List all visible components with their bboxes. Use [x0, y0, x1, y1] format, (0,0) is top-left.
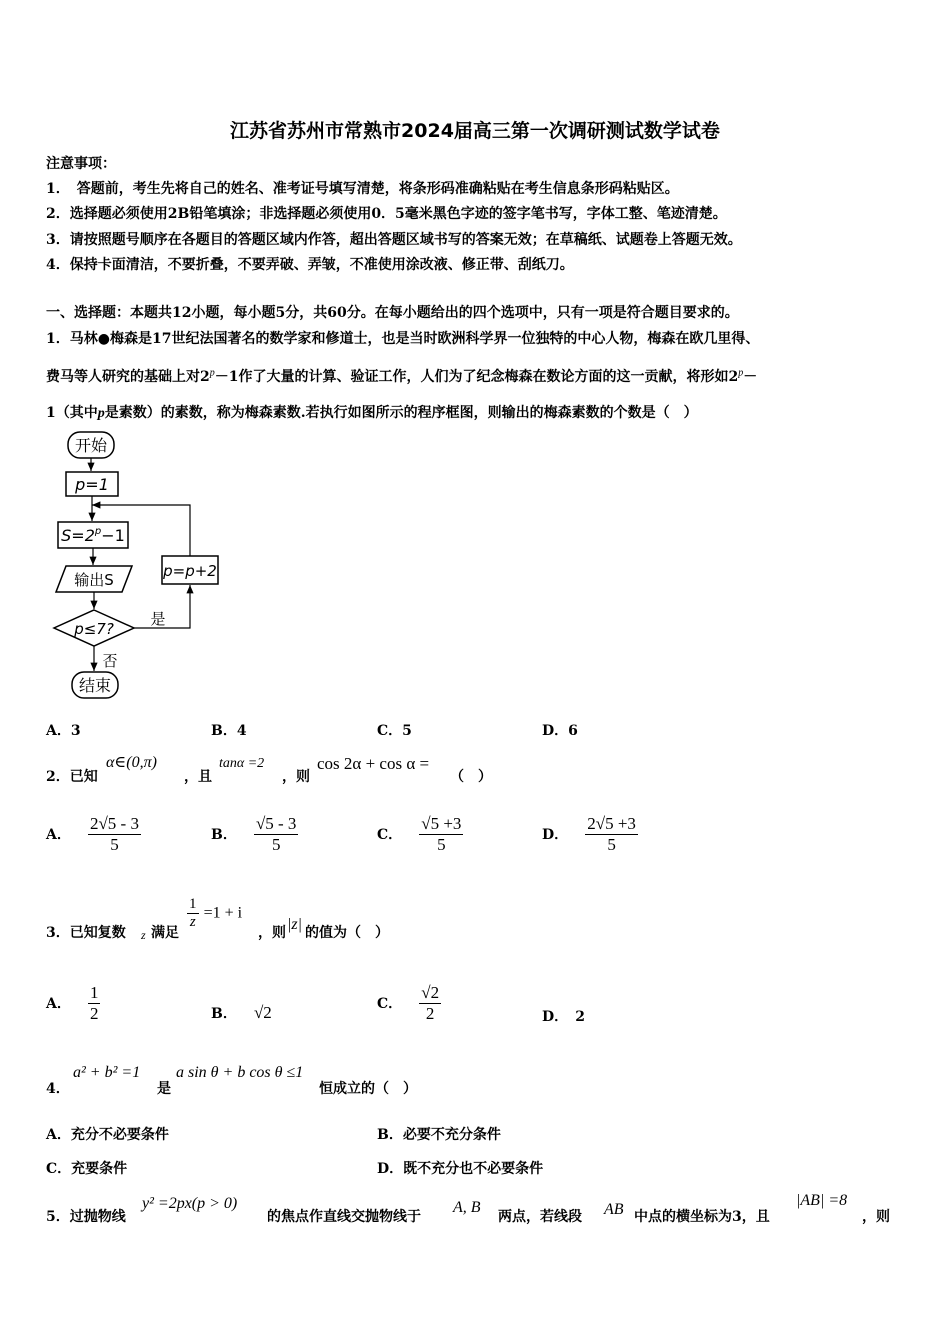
q2-option-letter: B． — [211, 827, 237, 843]
flow-assign-post: −1 — [101, 526, 125, 545]
q3-option-fraction — [419, 983, 441, 1024]
q3-option-value: 2 — [575, 1009, 585, 1025]
q2-option-letter: A． — [46, 827, 71, 843]
q5-seg: AB — [604, 1201, 624, 1218]
q1-line3 — [46, 402, 698, 422]
q4-cond1: a² + b² =1 — [73, 1064, 141, 1081]
q2-cond1: α∈(0,π) — [106, 754, 157, 771]
fraction-numerator: 2√5 - 3 — [89, 814, 139, 833]
q3-option-a[interactable] — [46, 983, 100, 1024]
q1-line3a: 1（其中 — [46, 405, 98, 421]
q1-line1: 1．马林●梅森是17世纪法国著名的数学家和修道士，也是当时欧洲科学界一位独特的中心人物，梅森在欧几里得、 — [46, 331, 760, 347]
page-title: 江苏省苏州市常熟市2024届高三第一次调研测试数学试卷 — [230, 120, 720, 142]
q4-option-b[interactable]: B．必要不充分条件 — [377, 1127, 501, 1143]
q3-rhs: =1 + i — [203, 904, 243, 922]
q2-mid2: ，则 — [282, 769, 310, 785]
q4-suffix: 恒成立的（ ） — [319, 1081, 417, 1097]
q1-sup-p: p — [738, 367, 744, 379]
q3-option-b[interactable] — [211, 1003, 272, 1023]
q3-option-letter: A． — [46, 996, 71, 1012]
q1-option-c[interactable]: C．5 — [377, 723, 412, 739]
flow-assign-sup: p — [94, 526, 102, 537]
q1-line2c: － — [743, 369, 758, 385]
flow-yes-label: 是 — [150, 610, 166, 628]
q1-sup-p: p — [209, 367, 215, 379]
q3-option-letter: B． — [211, 1006, 237, 1022]
q3-option-letter: C． — [377, 996, 403, 1012]
flowchart — [48, 428, 238, 703]
fraction-numerator: √2 — [421, 983, 440, 1002]
q2-prefix: 2．已知 — [46, 769, 98, 785]
q5-suffix: ，则 — [862, 1209, 890, 1225]
flow-no-label: 否 — [102, 652, 118, 670]
q2-mid1: ，且 — [184, 769, 212, 785]
q5-mid3: 中点的横坐标为3，且 — [634, 1209, 770, 1225]
q5-mid1: 的焦点作直线交抛物线于 — [267, 1209, 421, 1225]
fraction-numerator: 1 — [189, 896, 197, 912]
q2-option-d[interactable] — [542, 814, 638, 855]
fraction-numerator: √5 +3 — [421, 814, 462, 833]
q2-expr: cos 2α + cos α = — [317, 754, 430, 773]
flow-increment-label: p=p+2 — [163, 562, 217, 580]
notice-item: 1． 答题前，考生先将自己的姓名、准考证号填写清楚，将条形码准确粘贴在考生信息条形码粘贴区。 — [46, 181, 679, 197]
q5-prefix: 5．过抛物线 — [46, 1209, 126, 1225]
q5-curve: y² =2px(p > 0) — [142, 1195, 238, 1212]
notice-heading: 注意事项： — [46, 156, 116, 172]
fraction-denominator: z — [189, 914, 196, 930]
q1-option-d[interactable]: D．6 — [542, 723, 578, 739]
flow-output-label: 输出S — [74, 571, 114, 589]
fraction-denominator: 5 — [437, 835, 446, 854]
q4-option-a[interactable]: A．充分不必要条件 — [46, 1127, 169, 1143]
fraction-denominator: 5 — [607, 835, 616, 854]
q3-mid2: ，则 — [258, 925, 286, 941]
q4-option-d[interactable]: D．既不充分也不必要条件 — [377, 1161, 544, 1177]
q4-prefix: 4． — [46, 1081, 70, 1097]
q4-option-c[interactable]: C．充要条件 — [46, 1161, 128, 1177]
q5-len: |AB| =8 — [796, 1192, 848, 1209]
q3-option-d[interactable] — [542, 1006, 585, 1026]
notice-item: 3．请按照题号顺序在各题目的答题区域内作答，超出答题区域书写的答案无效；在草稿纸、试题卷上答题无效。 — [46, 232, 742, 248]
fraction-denominator: 2 — [89, 1004, 99, 1023]
q2-option-fraction — [254, 814, 299, 855]
q2-cond2: tanα =2 — [219, 756, 265, 771]
q3-option-value: √2 — [253, 1003, 272, 1022]
q5-mid2: 两点，若线段 — [498, 1209, 582, 1225]
flow-init-label: p=1 — [75, 475, 109, 494]
q2-option-fraction — [585, 814, 638, 855]
q3-equation — [187, 896, 242, 931]
fraction-denominator: 2 — [425, 1004, 435, 1023]
q2-option-c[interactable] — [377, 814, 463, 855]
q3-option-fraction — [88, 983, 101, 1024]
fraction-denominator: 5 — [271, 835, 281, 854]
flow-end-label: 结束 — [78, 676, 112, 695]
flow-condition-label: p≤7? — [74, 620, 114, 638]
q2-option-b[interactable] — [211, 814, 298, 855]
q3-mid1: 满足 — [151, 925, 179, 941]
q2-option-letter: C． — [377, 827, 403, 843]
notice-item: 4．保持卡面清洁，不要折叠，不要弄破、弄皱，不准使用涂改液、修正带、刮纸刀。 — [46, 257, 574, 273]
flow-assign-pre: S=2 — [61, 526, 95, 545]
fraction-denominator: 5 — [110, 835, 119, 854]
q1-line3b: 是素数）的素数，称为梅森素数.若执行如图所示的程序框图，则输出的梅森素数的个数是（ ） — [104, 405, 698, 421]
q3-abs: |z| — [287, 916, 303, 933]
q1-line2 — [46, 366, 757, 386]
q1-p-var: p — [97, 406, 105, 421]
section-heading: 一、选择题：本题共12小题，每小题5分，共60分。在每小题给出的四个选项中，只有一项是符合题目要求的。 — [46, 305, 739, 321]
q1-line2a: 费马等人研究的基础上对2 — [46, 369, 210, 385]
q1-line2b: －1作了大量的计算、验证工作，人们为了纪念梅森在数论方面的这一贡献，将形如2 — [214, 369, 739, 385]
fraction-numerator: 2√5 +3 — [587, 814, 636, 833]
q5-points: A, B — [453, 1199, 481, 1216]
flow-assign-label — [61, 526, 125, 545]
q2-option-fraction — [419, 814, 463, 855]
q2-option-fraction — [88, 814, 141, 855]
q4-mid: 是 — [157, 1081, 171, 1097]
fraction-numerator: 1 — [89, 983, 99, 1002]
q3-fraction — [187, 896, 199, 931]
flow-start-label: 开始 — [74, 436, 108, 455]
notice-item: 2．选择题必须使用2B铅笔填涂；非选择题必须使用0．5毫米黑色字迹的签字笔书写，字体工整、笔迹清楚。 — [46, 206, 727, 222]
q2-option-a[interactable] — [46, 814, 141, 855]
q3-option-c[interactable] — [377, 983, 441, 1024]
fraction-numerator: √5 - 3 — [255, 814, 297, 833]
q2-suffix: （ ） — [450, 769, 492, 785]
q3-var: z — [141, 928, 146, 942]
q1-option-a[interactable]: A．3 — [46, 723, 81, 739]
q2-option-letter: D． — [542, 827, 569, 843]
q1-option-b[interactable]: B．4 — [211, 723, 247, 739]
q3-suffix: 的值为（ ） — [305, 925, 389, 941]
q3-prefix: 3．已知复数 — [46, 925, 126, 941]
q4-cond2: a sin θ + b cos θ ≤1 — [176, 1064, 304, 1081]
q3-option-letter: D． — [542, 1009, 569, 1025]
